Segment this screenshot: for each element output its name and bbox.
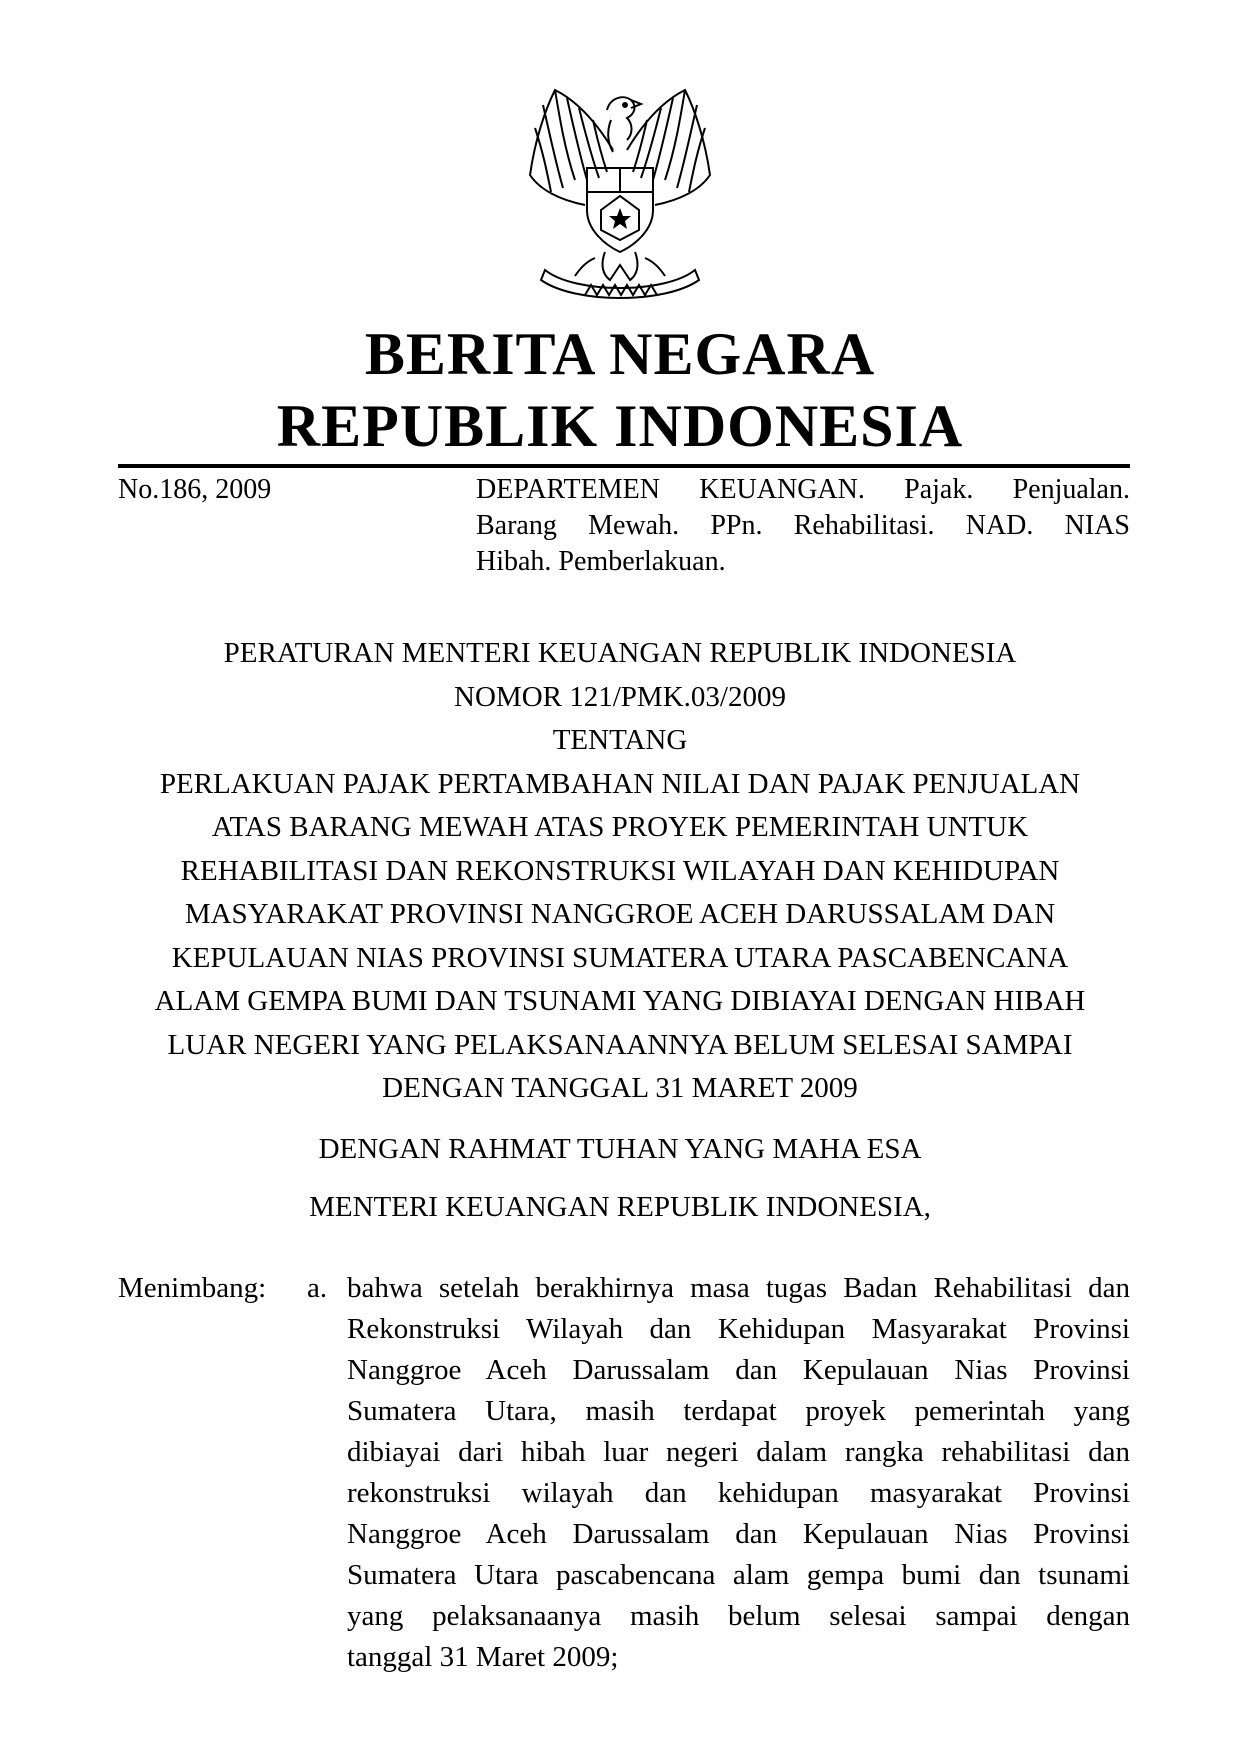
preamble-line: DENGAN RAHMAT TUHAN YANG MAHA ESA bbox=[318, 1133, 922, 1165]
title-line: ALAM GEMPA BUMI DAN TSUNAMI YANG DIBIAYAI DENGAN HIBAH bbox=[154, 985, 1086, 1017]
masthead-divider bbox=[118, 464, 1130, 468]
consideration-line: Rekonstruksi Wilayah dan Kehidupan Masyarakat Provinsi bbox=[347, 1313, 1130, 1345]
title-line: KEPULAUAN NIAS PROVINSI SUMATERA UTARA PASCABENCANA bbox=[171, 941, 1069, 974]
consideration-line: dibiayai dari hibah luar negeri dalam rangka rehabilitasi dan bbox=[347, 1436, 1130, 1468]
preamble-line: MENTERI KEUANGAN REPUBLIK INDONESIA, bbox=[309, 1191, 931, 1223]
regulation-title bbox=[0, 632, 1240, 1111]
title-line: PERLAKUAN PAJAK PERTAMBAHAN NILAI DAN PAJAK PENJUALAN bbox=[159, 767, 1081, 800]
title-line: PERATURAN MENTERI KEUANGAN REPUBLIK INDONESIA bbox=[223, 637, 1017, 669]
consideration-letter: a. bbox=[307, 1272, 328, 1304]
title-line: ATAS BARANG MEWAH ATAS PROYEK PEMERINTAH UNTUK bbox=[211, 811, 1029, 843]
garuda-emblem-icon bbox=[515, 80, 725, 300]
consideration-line: Sumatera Utara pascabencana alam gempa bumi dan tsunami bbox=[347, 1559, 1130, 1591]
document-subject bbox=[476, 472, 1130, 580]
subject-line: Barang Mewah. PPn. Rehabilitasi. NAD. NIAS bbox=[476, 510, 1130, 541]
title-line: LUAR NEGERI YANG PELAKSANAANNYA BELUM SELESAI SAMPAI bbox=[167, 1028, 1073, 1061]
title-line: TENTANG bbox=[552, 724, 688, 756]
subject-line: Hibah. Pemberlakuan. bbox=[476, 546, 726, 577]
consideration-text bbox=[347, 1268, 1130, 1678]
considerations-label: Menimbang: bbox=[118, 1272, 267, 1304]
title-line: MASYARAKAT PROVINSI NANGGROE ACEH DARUSSALAM DAN bbox=[184, 898, 1056, 930]
title-line: REHABILITASI DAN REKONSTRUKSI WILAYAH DAN KEHIDUPAN bbox=[180, 854, 1060, 887]
consideration-line: rekonstruksi wilayah dan kehidupan masyarakat Provinsi bbox=[347, 1477, 1130, 1509]
consideration-line: Nanggroe Aceh Darussalam dan Kepulauan Nias Provinsi bbox=[347, 1518, 1130, 1550]
preamble bbox=[0, 1120, 1240, 1236]
consideration-line: tanggal 31 Maret 2009; bbox=[347, 1641, 619, 1673]
consideration-line: bahwa setelah berakhirnya masa tugas Badan Rehabilitasi dan bbox=[347, 1272, 1130, 1304]
subject-line: DEPARTEMEN KEUANGAN. Pajak. Penjualan. bbox=[476, 474, 1130, 505]
title-line: NOMOR 121/PMK.03/2009 bbox=[454, 680, 786, 713]
title-line: DENGAN TANGGAL 31 MARET 2009 bbox=[382, 1072, 858, 1104]
consideration-line: yang pelaksanaanya masih belum selesai sampai dengan bbox=[347, 1600, 1130, 1632]
masthead-subtitle: REPUBLIK INDONESIA bbox=[276, 393, 964, 459]
consideration-line: Sumatera Utara, masih terdapat proyek pemerintah yang bbox=[347, 1395, 1130, 1427]
masthead-title: BERITA NEGARA bbox=[364, 321, 876, 387]
consideration-line: Nanggroe Aceh Darussalam dan Kepulauan Nias Provinsi bbox=[347, 1354, 1130, 1386]
document-number: No.186, 2009 bbox=[118, 474, 272, 505]
